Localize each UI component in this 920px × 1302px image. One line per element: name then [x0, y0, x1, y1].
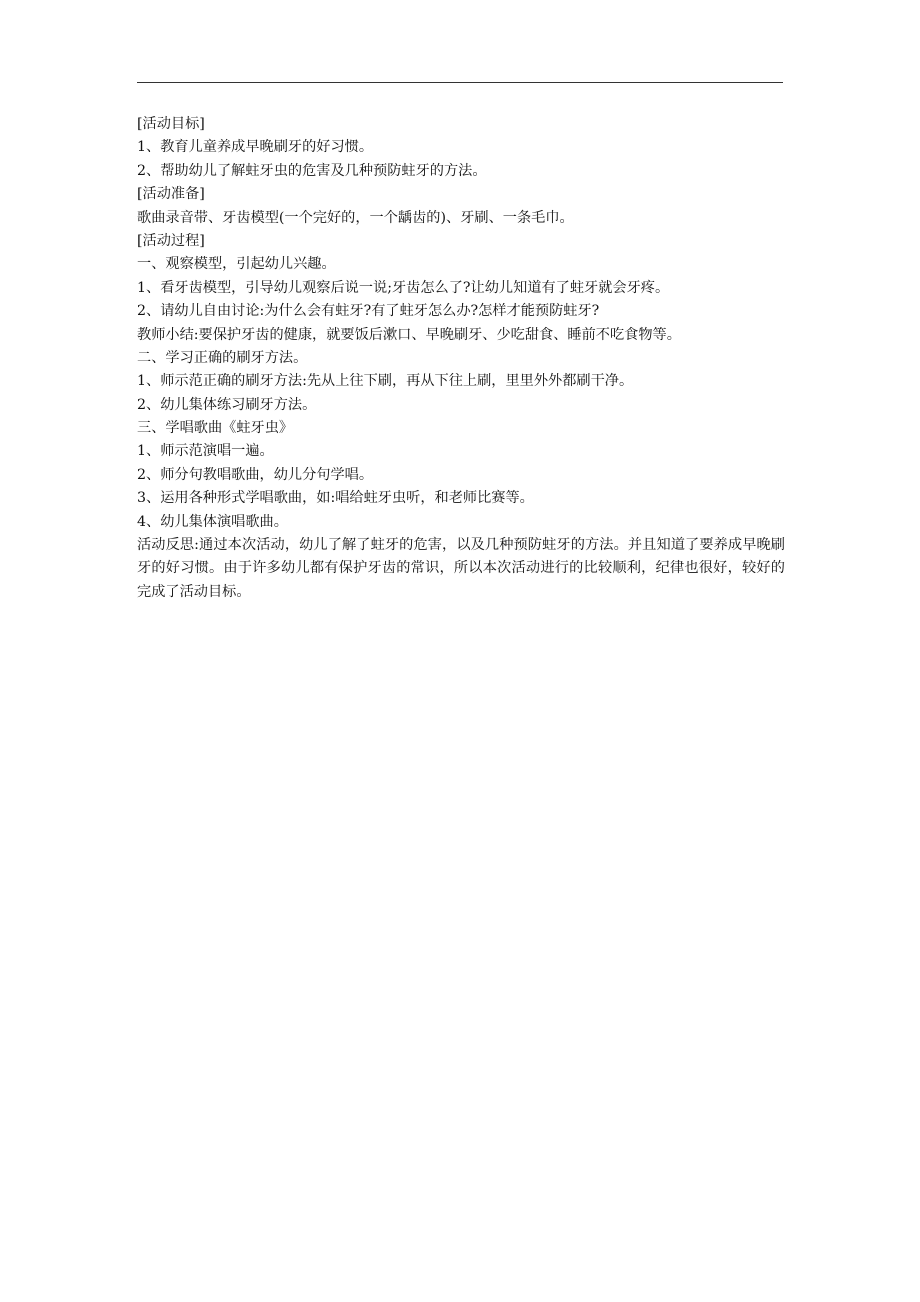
reflection-paragraph: 活动反思:通过本次活动，幼儿了解了蛀牙的危害，以及几种预防蛀牙的方法。并且知道了要养成早晚刷牙的好习惯。由于许多幼儿都有保护牙齿的常识，所以本次活动进行的比较顺利，纪律也很好，较好的完成了活动目标。 — [137, 537, 785, 600]
section-heading-preparation: [活动准备] — [137, 186, 205, 203]
goal-item: 1、教育儿童养成早晚刷牙的好习惯。 — [137, 139, 374, 156]
process-item: 2、请幼儿自由讨论:为什么会有蛀牙?有了蛀牙怎么办?怎样才能预防蛀牙? — [137, 303, 600, 320]
process-item: 4、幼儿集体演唱歌曲。 — [137, 513, 288, 530]
process-item: 1、师示范演唱一遍。 — [137, 443, 274, 460]
section-heading-process: [活动过程] — [137, 232, 205, 249]
process-item: 2、师分句教唱歌曲，幼儿分句学唱。 — [137, 466, 374, 483]
process-item: 1、看牙齿模型，引导幼儿观察后说一说;牙齿怎么了?让幼儿知道有了蛀牙就会牙疼。 — [137, 279, 670, 296]
teacher-summary: 教师小结:要保护牙齿的健康，就要饭后漱口、早晚刷牙、少吃甜食、睡前不吃食物等。 — [137, 326, 681, 343]
document-body — [137, 113, 785, 604]
header-rule — [137, 82, 783, 83]
process-item: 2、幼儿集体练习刷牙方法。 — [137, 396, 317, 413]
section-heading-goals: [活动目标] — [137, 116, 205, 132]
process-item: 1、师示范正确的刷牙方法:先从上往下刷，再从下往上刷，里里外外都刷干净。 — [137, 373, 634, 390]
goal-item: 2、帮助幼儿了解蛀牙虫的危害及几种预防蛀牙的方法。 — [137, 162, 487, 179]
process-step-heading: 三、学唱歌曲《蛀牙虫》 — [137, 420, 294, 437]
process-step-heading: 一、观察模型，引起幼儿兴趣。 — [137, 256, 336, 273]
process-step-heading: 二、学习正确的刷牙方法。 — [137, 349, 308, 366]
preparation-text: 歌曲录音带、牙齿模型(一个完好的，一个龋齿的)、牙刷、一条毛巾。 — [137, 209, 574, 226]
process-item: 3、运用各种形式学唱歌曲，如:唱给蛀牙虫听，和老师比赛等。 — [137, 490, 534, 507]
